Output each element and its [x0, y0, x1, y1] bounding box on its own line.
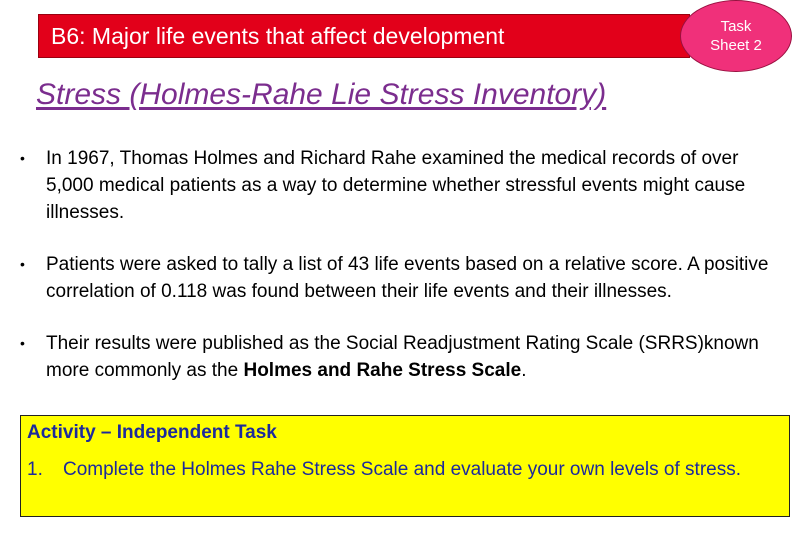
header-title: B6: Major life events that affect development — [51, 22, 505, 49]
bullet-item-correlation — [20, 251, 790, 305]
task-sheet-badge — [680, 0, 792, 72]
bullet-list — [20, 145, 790, 384]
activity-item-text: Complete the Holmes Rahe Stress Scale and evaluate your own levels of stress. — [63, 459, 741, 480]
bullet-icon: • — [20, 256, 25, 272]
bullet-item-results — [20, 330, 790, 384]
activity-item-number: 1. — [27, 459, 43, 480]
bullet-text: Their results were published as the Social Readjustment Rating Scale (SRRS)known more commonly as the — [46, 333, 759, 381]
header-banner — [38, 14, 690, 58]
bullet-icon: • — [20, 335, 25, 351]
bullet-text-bold: Holmes and Rahe Stress Scale — [243, 360, 522, 381]
badge-line-task: Task — [720, 18, 752, 35]
bullet-text: Patients were asked to tally a list of 43 life events based on a relative score. A positive correlation of 0.118 was found between their life events and their illnesses. — [46, 254, 769, 302]
bullet-item-study — [20, 145, 790, 226]
activity-box — [20, 415, 790, 517]
bullet-text: In 1967, Thomas Holmes and Richard Rahe examined the medical records of over 5,000 medical patients as a way to determine whether stressful events might cause illnesses. — [46, 148, 746, 223]
activity-list — [27, 458, 781, 481]
activity-item — [27, 458, 781, 481]
bullet-text-end: . — [521, 360, 527, 381]
activity-heading: Activity – Independent Task — [27, 422, 277, 443]
bullet-icon: • — [20, 150, 25, 166]
badge-line-sheet: Sheet 2 — [710, 37, 762, 54]
page-title: Stress (Holmes-Rahe Lie Stress Inventory) — [36, 78, 607, 111]
